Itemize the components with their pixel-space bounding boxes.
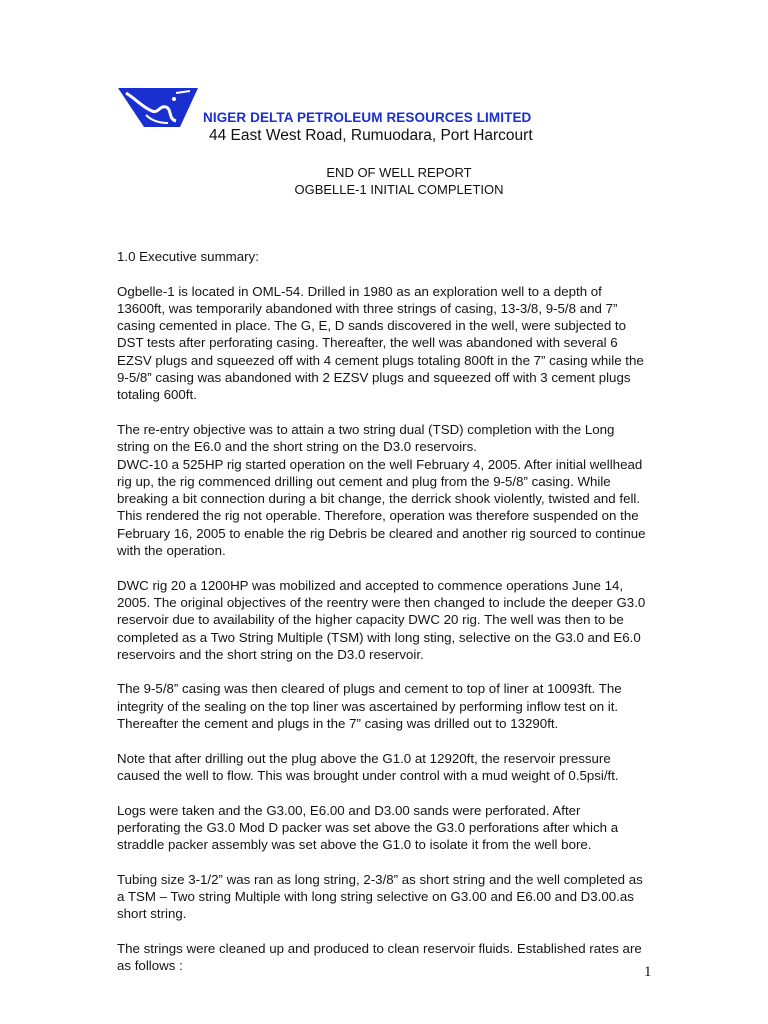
paragraph-dwc10: DWC-10 a 525HP rig started operation on the well February 4, 2005. After initial wellhead rig up, the rig commenced drilling out cement and plug from the 9-5/8” casing. While breaking a bit connection during a bit change, the derrick shook violently, twisted and fell. This rendered the rig not operable. Therefore, operation was therefore suspended on the February 16, 2005 to enable the rig Debris be cleared and another rig sourced to continue with the operation. <box>117 456 646 559</box>
section-heading: 1.0 Executive summary: <box>117 249 259 264</box>
paragraph-rates: The strings were cleaned up and produced to clean reservoir fluids. Established rates are as follows : <box>117 940 642 974</box>
company-logo-icon <box>116 85 200 129</box>
paragraph-flow: Note that after drilling out the plug above the G1.0 at 12920ft, the reservoir pressure caused the well to flow. This was brought under control with a mud weight of 0.5psi/ft. <box>117 750 619 783</box>
paragraph-reentry-objective: The re-entry objective was to attain a two string dual (TSD) completion with the Long string on the E6.0 and the short string on the D3.0 reservoirs. <box>117 421 615 455</box>
paragraph-dwc20: DWC rig 20 a 1200HP was mobilized and accepted to commence operations June 14, 2005. The original objectives of the reentry were then changed to include the deeper G3.0 reservoir due to availability of the higher capacity DWC 20 rig. The well was then to be completed as a Two String Multiple (TSM) with long sting, selective on the G3.0 and E6.0 reservoirs and the short string on the D3.0 reservoir. <box>117 577 646 662</box>
paragraph-logs: Logs were taken and the G3.00, E6.00 and D3.00 sands were perforated. After perforating the G3.0 Mod D packer was set above the G3.0 perforations after which a straddle packer assembly was set above the G1.0 to isolate it from the well bore. <box>117 802 619 853</box>
paragraph-casing: The 9-5/8” casing was then cleared of plugs and cement to top of liner at 10093ft. The integrity of the sealing on the top liner was ascertained by performing inflow test on it. Thereafter the cement and plugs in the 7” casing was drilled out to 13290ft. <box>117 681 622 732</box>
paragraph-location: Ogbelle-1 is located in OML-54. Drilled in 1980 as an exploration well to a depth of 13600ft, was temporarily abandoned with three strings of casing, 13-3/8, 9-5/8 and 7” casing cemented in place. The G, E, D sands discovered in the well, were subjected to DST tests after perforating casing. Thereafter, the well was abandoned with several 6 EZSV plugs and squeezed off with 4 cement plugs totaling 800ft in the 7” casing while the 9-5/8” casing was abandoned with 2 EZSV plugs and squeezed off with 3 cement plugs totaling 600ft. <box>117 283 644 403</box>
company-name: NIGER DELTA PETROLEUM RESOURCES LIMITED <box>203 110 532 125</box>
report-body <box>117 248 647 992</box>
report-subtitle: OGBELLE-1 INITIAL COMPLETION <box>294 181 504 197</box>
report-title: END OF WELL REPORT <box>326 165 472 180</box>
page-number: 1 <box>644 964 652 980</box>
company-address: 44 East West Road, Rumuodara, Port Harcourt <box>209 127 533 144</box>
report-titles <box>0 165 768 198</box>
paragraph-tubing: Tubing size 3-1/2” was ran as long string, 2-3/8” as short string and the well completed as a TSM – Two string Multiple with long string selective on G3.00 and E6.00 and D3.00.as short string. <box>117 871 643 922</box>
